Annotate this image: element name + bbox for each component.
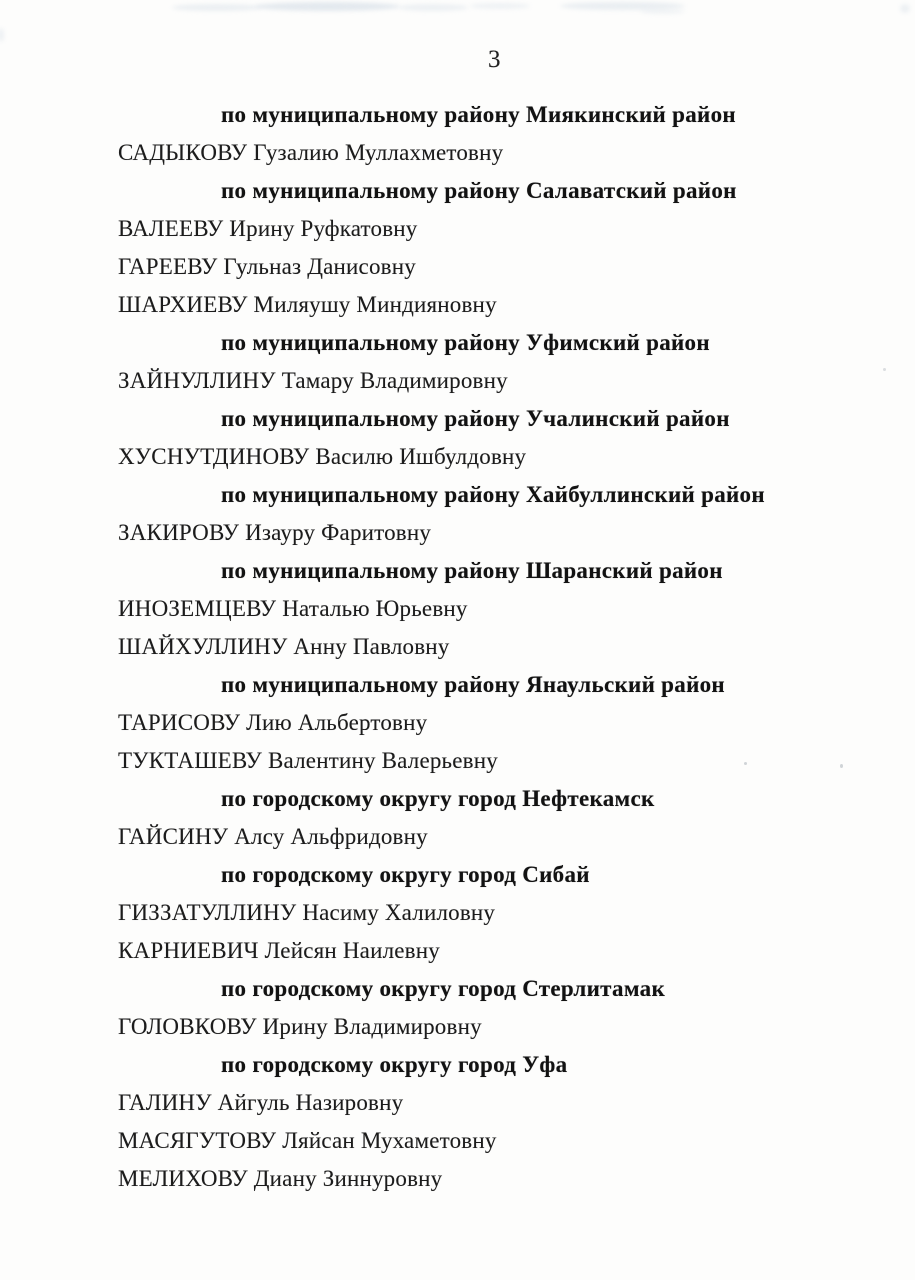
scan-smudge: [470, 3, 530, 9]
person-name: ЗАЙНУЛЛИНУ Тамару Владимировну: [118, 368, 508, 393]
section-heading: по муниципальному району Миякинский район: [221, 102, 736, 127]
person-name: ЗАКИРОВУ Изауру Фаритовну: [118, 520, 432, 545]
scan-smudge: [900, 4, 910, 13]
scan-smudge: [0, 28, 4, 42]
document-body: [0, 96, 915, 1198]
person-name: КАРНИЕВИЧ Лейсян Наилевну: [118, 938, 440, 963]
section-heading: по муниципальному району Салаватский район: [221, 178, 737, 203]
person-name: ТУКТАШЕВУ Валентину Валерьевну: [118, 748, 498, 773]
scan-smudge: [255, 2, 400, 11]
person-name: ХУСНУТДИНОВУ Василю Ишбулдовну: [118, 444, 527, 469]
section-heading: по городскому округу город Стерлитамак: [221, 976, 666, 1001]
person-name: ВАЛЕЕВУ Ирину Руфкатовну: [118, 216, 418, 241]
person-name: ИНОЗЕМЦЕВУ Наталью Юрьевну: [118, 596, 468, 621]
person-name: САДЫКОВУ Гузалию Муллахметовну: [118, 140, 504, 165]
person-name: ТАРИСОВУ Лию Альбертовну: [118, 710, 428, 735]
person-name: МАСЯГУТОВУ Ляйсан Мухаметовну: [118, 1128, 497, 1153]
section-heading: по муниципальному району Учалинский район: [221, 406, 730, 431]
scan-smudge: [398, 4, 468, 11]
person-name: ГИЗЗАТУЛЛИНУ Насиму Халиловну: [118, 900, 496, 925]
person-name: ШАРХИЕВУ Миляушу Миндияновну: [118, 292, 497, 317]
section-heading: по муниципальному району Уфимский район: [221, 330, 710, 355]
person-name: ГОЛОВКОВУ Ирину Владимировну: [118, 1014, 482, 1039]
person-name: ШАЙХУЛЛИНУ Анну Павловну: [118, 634, 450, 659]
section-heading: по городскому округу город Уфа: [221, 1052, 568, 1077]
scan-smudge: [640, 9, 685, 14]
section-heading: по муниципальному району Янаульский район: [221, 672, 725, 697]
page-number: 3: [488, 46, 501, 73]
person-name: МЕЛИХОВУ Диану Зиннуровну: [118, 1166, 443, 1191]
person-name: ГАРЕЕВУ Гульназ Данисовну: [118, 254, 416, 279]
section-heading: по муниципальному району Шаранский район: [221, 558, 723, 583]
person-name: ГАЙСИНУ Алсу Альфридовну: [118, 824, 428, 849]
scan-smudge: [172, 4, 262, 11]
person-name: ГАЛИНУ Айгуль Назировну: [118, 1090, 404, 1115]
section-heading: по городскому округу город Нефтекамск: [221, 786, 655, 811]
section-heading: по городскому округу город Сибай: [221, 862, 590, 887]
section-heading: по муниципальному району Хайбуллинский район: [221, 482, 765, 507]
